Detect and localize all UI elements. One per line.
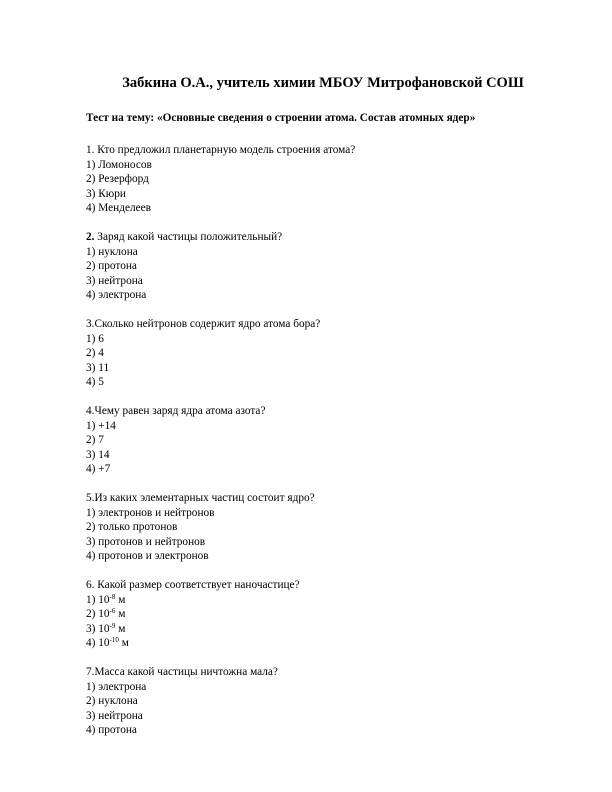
option-exponent: -9 xyxy=(109,621,116,630)
question-6 xyxy=(86,578,556,651)
test-topic: Тест на тему: «Основные сведения о строении атома. Состав атомных ядер» xyxy=(86,112,476,124)
answer-option: 2) только протонов xyxy=(86,521,178,533)
answer-option: 2) Резерфорд xyxy=(86,173,149,185)
question-list xyxy=(86,143,556,752)
option-base: 1) 10 xyxy=(86,593,110,606)
answer-option: 4) протонов и электронов xyxy=(86,550,209,562)
question-7 xyxy=(86,665,556,738)
answer-option: 4) протона xyxy=(86,724,137,736)
question-body: Заряд какой частицы положительный? xyxy=(94,231,283,243)
answer-option xyxy=(86,607,556,622)
option-exponent: -8 xyxy=(109,592,116,601)
question-text: 1. Кто предложил планетарную модель строения атома? xyxy=(86,144,356,156)
question-4 xyxy=(86,404,556,477)
answer-option: 1) +14 xyxy=(86,419,116,432)
answer-option: 2) 7 xyxy=(86,434,104,446)
answer-option: 1) Ломоносов xyxy=(86,158,152,171)
answer-option xyxy=(86,622,556,637)
answer-option: 1) 6 xyxy=(86,332,104,345)
question-text: 6. Какой размер соответствует наночастице? xyxy=(86,579,300,591)
option-base: 3) 10 xyxy=(86,622,110,635)
question-text: 3.Сколько нейтронов содержит ядро атома бора? xyxy=(86,318,321,330)
option-unit: м xyxy=(115,593,126,606)
question-text: 4.Чему равен заряд ядра атома азота? xyxy=(86,405,266,417)
option-unit: м xyxy=(115,622,126,635)
answer-option: 4) +7 xyxy=(86,463,111,475)
answer-option: 2) 4 xyxy=(86,347,104,359)
question-3 xyxy=(86,317,556,390)
option-unit: м xyxy=(115,608,126,620)
answer-option xyxy=(86,593,556,608)
question-text: 7.Масса какой частицы ничтожна мала? xyxy=(86,666,278,678)
option-base: 4) 10 xyxy=(86,637,110,649)
answer-option: 1) электронов и нейтронов xyxy=(86,506,215,519)
option-exponent: -6 xyxy=(109,607,116,615)
answer-option: 3) Кюри xyxy=(86,187,126,200)
question-text: 5.Из каких элементарных частиц состоит ядро? xyxy=(86,492,315,504)
answer-option: 3) 11 xyxy=(86,361,110,374)
answer-option: 3) протонов и нейтронов xyxy=(86,535,206,548)
question-1 xyxy=(86,143,556,216)
answer-option: 4) электрона xyxy=(86,289,147,301)
answer-option: 4) 5 xyxy=(86,376,104,388)
question-2 xyxy=(86,230,556,303)
answer-option: 2) протона xyxy=(86,260,137,272)
option-exponent: -10 xyxy=(109,636,119,644)
answer-option: 1) нуклона xyxy=(86,245,138,258)
answer-option: 3) 14 xyxy=(86,448,110,461)
answer-option: 2) нуклона xyxy=(86,695,138,707)
answer-option: 3) нейтрона xyxy=(86,274,143,287)
option-unit: м xyxy=(118,637,129,649)
answer-option: 4) Менделеев xyxy=(86,202,151,214)
author-heading: Забкина О.А., учитель химии МБОУ Митрофановской СОШ xyxy=(122,75,524,91)
option-base: 2) 10 xyxy=(86,608,110,620)
question-5 xyxy=(86,491,556,564)
question-number: 2. xyxy=(86,231,95,243)
question-text xyxy=(86,230,556,245)
answer-option xyxy=(86,636,556,651)
answer-option: 1) электрона xyxy=(86,680,147,693)
answer-option: 3) нейтрона xyxy=(86,709,143,722)
